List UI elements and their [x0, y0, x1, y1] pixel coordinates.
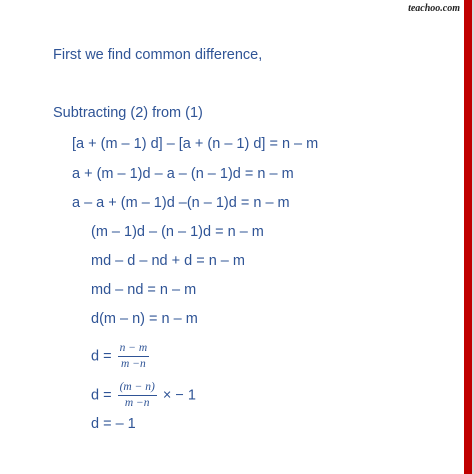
fraction-denominator: m −n [124, 397, 150, 409]
final-result: d = – 1 [91, 416, 136, 432]
brand-logo: teachoo.com [408, 3, 460, 14]
step-line-2: a + (m – 1)d – a – (n – 1)d = n – m [72, 166, 294, 182]
step-line-4: (m – 1)d – (n – 1)d = n – m [91, 224, 264, 240]
fraction [118, 342, 150, 371]
eq1-lhs: d = [91, 348, 112, 365]
fraction-denominator: m −n [121, 358, 146, 370]
step-line-1: [a + (m – 1) d] – [a + (n – 1) d] = n – m [72, 136, 319, 152]
fraction [118, 381, 157, 410]
intro-line: First we find common difference, [53, 47, 263, 63]
step-line-5: md – d – nd + d = n – m [91, 253, 245, 269]
fraction-equation-1 [91, 342, 151, 371]
accent-bar [464, 0, 472, 474]
eq2-rhs: × − 1 [162, 387, 196, 404]
step-heading: Subtracting (2) from (1) [53, 105, 203, 121]
step-line-3: a – a + (m – 1)d –(n – 1)d = n – m [72, 195, 290, 211]
fraction-equation-2 [91, 381, 196, 410]
fraction-numerator: n − m [118, 342, 150, 357]
fraction-numerator: (m − n) [118, 381, 157, 396]
step-line-6: md – nd = n – m [91, 282, 197, 298]
step-line-7: d(m – n) = n – m [91, 311, 198, 327]
eq2-lhs: d = [91, 387, 112, 404]
